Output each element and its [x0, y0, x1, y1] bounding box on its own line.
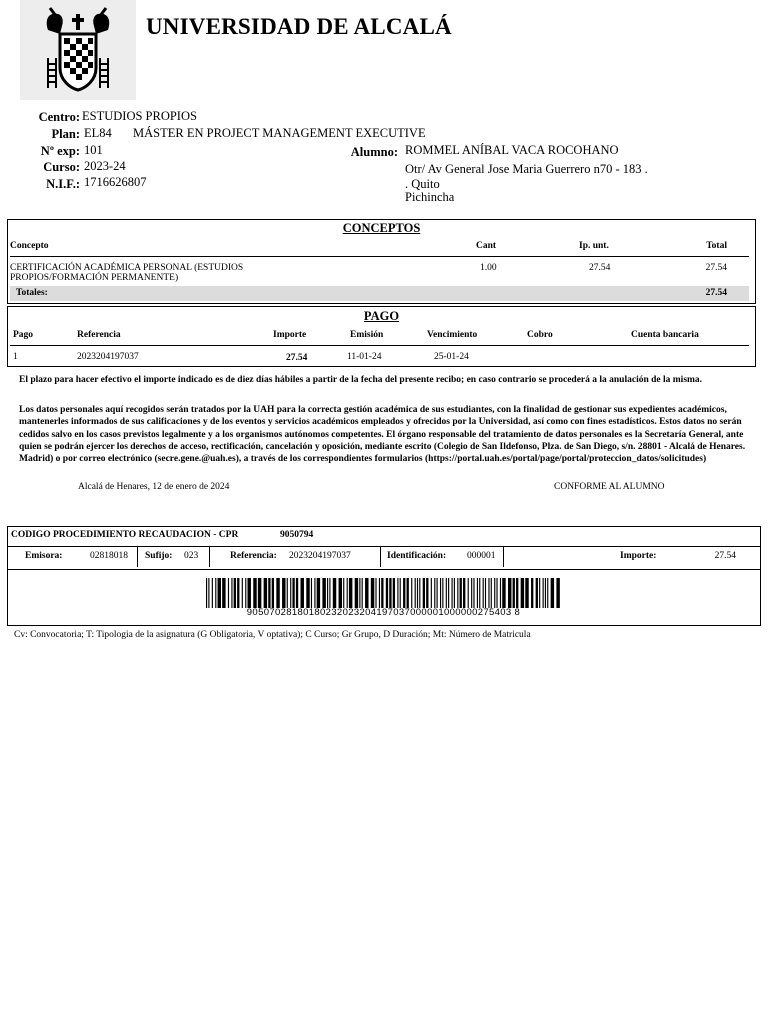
curso-label: Curso: [43, 160, 80, 174]
barcode-icon [206, 578, 561, 608]
pago-header-rule [10, 345, 749, 346]
header-cobro: Cobro [527, 330, 553, 340]
concepto-cant: 1.00 [480, 263, 497, 273]
concepto-line-1: CERTIFICACIÓN ACADÉMICA PERSONAL (ESTUDIOS [10, 263, 244, 273]
header-importe: Importe [273, 330, 307, 340]
plan-label: Plan: [51, 127, 80, 141]
header-concepto: Concepto [10, 241, 49, 251]
alumno-label: Alumno: [350, 145, 398, 159]
cpr-code: 9050794 [280, 530, 314, 540]
conceptos-title: CONCEPTOS [342, 221, 421, 235]
centro-value: ESTUDIOS PROPIOS [82, 109, 197, 123]
university-name: UNIVERSIDAD DE ALCALÁ [146, 14, 452, 39]
pago-emision: 11-01-24 [347, 352, 382, 362]
pago-referencia: 2023204197037 [77, 352, 139, 362]
importe-label: Importe: [620, 551, 657, 561]
concepto-total: 27.54 [705, 263, 727, 273]
totales-row [10, 286, 749, 301]
identificacion-value: 000001 [467, 551, 496, 561]
curso-value: 2023-24 [84, 159, 126, 173]
barcode-number: 90507028180180232023204197037000001000000275403 8 [246, 607, 521, 618]
address-line-3: Pichincha [405, 190, 455, 204]
pago-title: PAGO [363, 309, 400, 323]
address-line-2: . Quito [405, 177, 440, 191]
pago-number: 1 [13, 352, 18, 362]
header-referencia: Referencia [77, 330, 121, 340]
identificacion-label: Identificación: [387, 551, 447, 561]
header-total: Total [706, 241, 727, 251]
nif-value: 1716626807 [84, 175, 147, 189]
conceptos-header-rule [10, 256, 749, 257]
cpr-title: CODIGO PROCEDIMIENTO RECAUDACION - CPR [11, 530, 239, 540]
pago-vencimiento: 25-01-24 [434, 352, 469, 362]
data-protection-notice: Los datos personales aquí recogidos serán tratados por la UAH para la correcta gestión académica de sus estudiantes, con la finalidad de gestionar sus expedientes académicos, mantenerles informados de sus calificaciones y de los eventos y servicios académicos empleados y ofrecidos por la Universidad, así como con fines estadísticos. Estos datos no serán cedidos salvo en los casos previstos legalmente y a los organismos autónomos competentes. El órgano responsable del tratamiento de datos personales es la Secretaría General, ante quien se podrán ejercer los derechos de acceso, rectificación, cancelación y oposición, mediante escrito (Colegio de San Ildefonso, Plza. de San Diego, s/n. 28801 - Alcalá de Henares. Madrid) o por correo electrónico (secre.gene.@uah.es), a través de los correspondientes formularios (https://portal.uah.es/portal/page/portal/proteccion_datos/solicitudes) [19, 405, 746, 465]
university-logo [20, 0, 136, 100]
coat-of-arms-icon [20, 0, 136, 100]
totales-label: Totales: [16, 288, 48, 298]
pago-importe: 27.54 [286, 353, 308, 363]
pago-section [7, 306, 756, 367]
header-ipunt: Ip. unt. [579, 241, 609, 251]
alumno-name: ROMMEL ANÍBAL VACA ROCOHANO [405, 143, 619, 157]
plan-code: EL84 [84, 126, 112, 140]
header-emision: Emisión [350, 330, 384, 340]
exp-label: Nº exp: [40, 144, 80, 158]
concepto-line-2: PROPIOS/FORMACIÓN PERMANENTE) [10, 273, 179, 283]
recaudacion-fields [8, 546, 760, 570]
importe-value: 27.54 [714, 551, 736, 561]
address-line-1: Otr/ Av General Jose Maria Guerrero n70 - 183 . [405, 162, 648, 176]
header-pago: Pago [13, 330, 34, 340]
emisora-label: Emisora: [25, 551, 63, 561]
referencia-label: Referencia: [230, 551, 277, 561]
header-cuenta: Cuenta bancaria [631, 330, 699, 340]
sufijo-value: 023 [184, 551, 199, 561]
plazo-notice: El plazo para hacer efectivo el importe indicado es de diez días hábiles a partir de la fecha del presente recibo; en caso contrario se procederá a la anulación de la misma. [19, 375, 703, 385]
plan-name: MÁSTER EN PROJECT MANAGEMENT EXECUTIVE [133, 126, 426, 140]
referencia-value: 2023204197037 [289, 551, 351, 561]
exp-value: 101 [84, 143, 103, 157]
place-date: Alcalá de Henares, 12 de enero de 2024 [78, 482, 230, 492]
barcode [206, 578, 561, 608]
emisora-value: 02818018 [90, 551, 128, 561]
conceptos-section [7, 219, 756, 304]
centro-label: Centro: [38, 110, 80, 124]
concepto-ipunt: 27.54 [589, 263, 611, 273]
footnote: Cv: Convocatoria; T: Tipologia de la asignatura (G Obligatoria, V optativa); C Curso; Gr Grupo, D Duración; Mt: Número de Matricula [14, 630, 531, 640]
header-vencimiento: Vencimiento [427, 330, 478, 340]
sufijo-label: Sufijo: [145, 551, 173, 561]
nif-label: N.I.F.: [46, 177, 80, 191]
conforme-label: CONFORME AL ALUMNO [554, 482, 665, 492]
totales-value: 27.54 [705, 288, 727, 298]
header-cant: Cant [476, 241, 497, 251]
